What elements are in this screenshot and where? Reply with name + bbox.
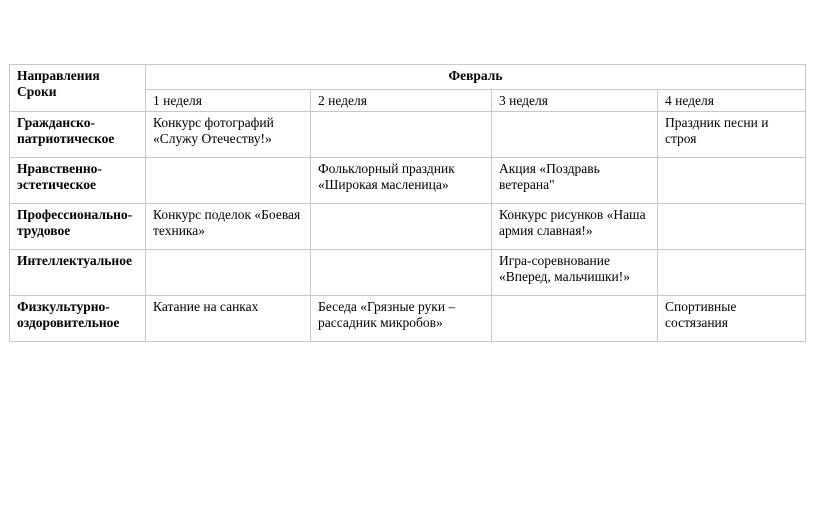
direction-cell: Профессионально-трудовое	[10, 204, 146, 250]
table-row	[10, 158, 806, 204]
month-header: Февраль	[146, 65, 806, 90]
table-cell	[492, 112, 658, 158]
week-header: 1 неделя	[146, 90, 311, 112]
direction-cell: Нравственно-эстетическое	[10, 158, 146, 204]
week-header: 3 неделя	[492, 90, 658, 112]
table-cell: Праздник песни и строя	[658, 112, 806, 158]
table-cell: Конкурс рисунков «Наша армия славная!»	[492, 204, 658, 250]
table-cell: Катание на санках	[146, 296, 311, 342]
table-cell: Конкурс поделок «Боевая техника»	[146, 204, 311, 250]
table-cell	[658, 158, 806, 204]
table-cell: Конкурс фотографий «Служу Отечеству!»	[146, 112, 311, 158]
table-cell	[311, 112, 492, 158]
table-cell: Спортивные состязания	[658, 296, 806, 342]
table-cell	[311, 204, 492, 250]
table-row	[10, 250, 806, 296]
direction-cell: Гражданско-патриотическое	[10, 112, 146, 158]
table-cell	[658, 204, 806, 250]
direction-cell: Физкультурно-оздоровительное	[10, 296, 146, 342]
week-header: 4 неделя	[658, 90, 806, 112]
table-cell: Фольклорный праздник «Широкая масленица»	[311, 158, 492, 204]
event-plan-table	[9, 64, 806, 342]
table-row	[10, 204, 806, 250]
week-header: 2 неделя	[311, 90, 492, 112]
table-row	[10, 296, 806, 342]
table-cell	[311, 250, 492, 296]
table-header-row	[10, 65, 806, 90]
direction-cell: Интеллектуальное	[10, 250, 146, 296]
table-row	[10, 112, 806, 158]
terms-label: Сроки	[17, 84, 57, 99]
table-cell: Акция «Поздравь ветерана"	[492, 158, 658, 204]
header-corner-cell	[10, 65, 146, 112]
table-cell	[146, 158, 311, 204]
table-cell	[658, 250, 806, 296]
table-cell	[492, 296, 658, 342]
table-cell: Игра-соревнование «Вперед, мальчишки!»	[492, 250, 658, 296]
table-cell: Беседа «Грязные руки – рассадник микробов»	[311, 296, 492, 342]
table-cell	[146, 250, 311, 296]
directions-label: Направления	[17, 68, 100, 83]
